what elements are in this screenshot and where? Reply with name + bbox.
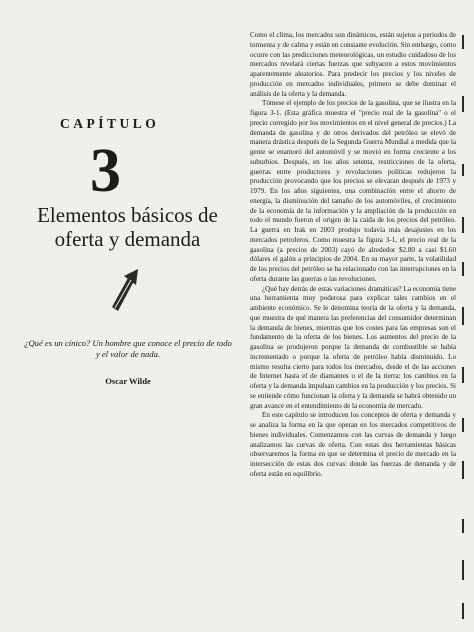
body-paragraph: En este capítulo se introducen los conceptos de oferta y demanda y se analiza la forma en la que operan en los mercados competitivos de bienes individuales. Comenzamos con las curvas de demanda y luego analizamos las curvas de oferta. Con estas dos herramientas básicas observaremos la forma en que se determina el precio de mercado en la intersección de estas dos curvas: donde las fuerzas de demanda y de oferta están en equilibrio. bbox=[250, 411, 456, 478]
chapter-label: CAPÍTULO bbox=[60, 116, 160, 131]
body-paragraph: ¿Qué hay detrás de estas variaciones dramáticas? La economía tiene una herramienta muy poderosa para explicar tales cambios en el ambiente económico. Se le denomina teoría de la oferta y la demanda, que muestra de qué manera las preferencias del consumidor determinan la demanda de bienes, mientras que los costes para las empresas son el fundamento de la oferta de los bienes. Los aumentos del precio de la gasolina se produjeron porque la demanda de combustible se había incrementado o porque la oferta de petróleo había disminuido. Lo mismo resulta cierto para todos los mercados, desde el de las acciones de Internet hasta el de diamantes o el de la tierra: los cambios en la oferta y la demanda impulsan cambios en la producción y los precios. Si se entiende cómo funcionan la oferta y la demanda se habrá obtenido un gran avance en el entendimiento de la economía de mercado. bbox=[250, 284, 456, 410]
margin-mark bbox=[462, 217, 464, 233]
margin-mark bbox=[462, 418, 464, 432]
margin-mark bbox=[462, 262, 464, 276]
upward-arrow-icon bbox=[108, 267, 140, 311]
chapter-number: 3 bbox=[90, 137, 121, 205]
chapter-title: Elementos básicos de oferta y demanda bbox=[37, 203, 218, 251]
margin-mark bbox=[462, 96, 464, 112]
margin-mark bbox=[462, 461, 464, 479]
epigraph-quote: ¿Qué es un cínico? Un hombre que conoce el precio de todo y el valor de nada. bbox=[24, 338, 232, 359]
body-paragraph: Tómese el ejemplo de los precios de la gasolina, que se ilustra en la figura 3-1. (Esta gráfica muestra el "precio real de la gasolina" o el precio corregido por los movimientos en el nivel general de precios.) La demanda de gasolina y de otros derivados del petróleo se elevó de manera drástica después de la Segunda Guerra Mundial a medida que la gente se enamoró del automóvil y se movió en forma creciente a los suburbios. Después, en los años setenta, restricciones de la oferta, guerras entre productores y revoluciones políticas redujeron la producción provocando que los precios se elevaran después de 1973 y 1979. En los años siguientes, una combinación entre el ahorro de energía, la disminución del tamaño de los automóviles, el crecimiento de la economía de la información y la ampliación de la producción en todo el mundo fueron el origen de la caída de los precios del petróleo. La guerra en Irak en 2003 produjo todavía más desajustes en los mercados petroleros. Como muestra la figura 3-1, el precio real de la gasolina (a precios de 2003) cayó de alrededor $2.80 a casi $1.60 dólares el galón a principios de 2004. En su mayor parte, la volatilidad de los precios del petróleo se ha relacionado con las interrupciones en la oferta durante las guerras o las revoluciones. bbox=[250, 99, 456, 283]
chapter-opener bbox=[40, 0, 235, 632]
margin-mark bbox=[462, 519, 464, 533]
margin-mark bbox=[462, 307, 464, 325]
margin-mark bbox=[462, 367, 464, 383]
epigraph-author: Oscar Wilde bbox=[105, 376, 151, 386]
body-paragraph: Como el clima, los mercados son dinámicos, están sujetos a periodos de tormenta y de calma y están en constante evolución. Sin embargo, como ocurre con las predicciones meteorológicas, un estudio cuidadoso de los mercados revelará ciertas fuerzas que subyacen a estos movimientos aparentemente aleatorios. Para predecir los precios y los niveles de producción en mercados individuales, primero se debe dominar el análisis de la oferta y la demanda. bbox=[250, 31, 456, 98]
margin-mark bbox=[462, 560, 464, 580]
margin-mark bbox=[462, 164, 464, 176]
margin-mark bbox=[462, 35, 464, 49]
margin-mark bbox=[462, 603, 464, 619]
body-text bbox=[250, 31, 456, 629]
